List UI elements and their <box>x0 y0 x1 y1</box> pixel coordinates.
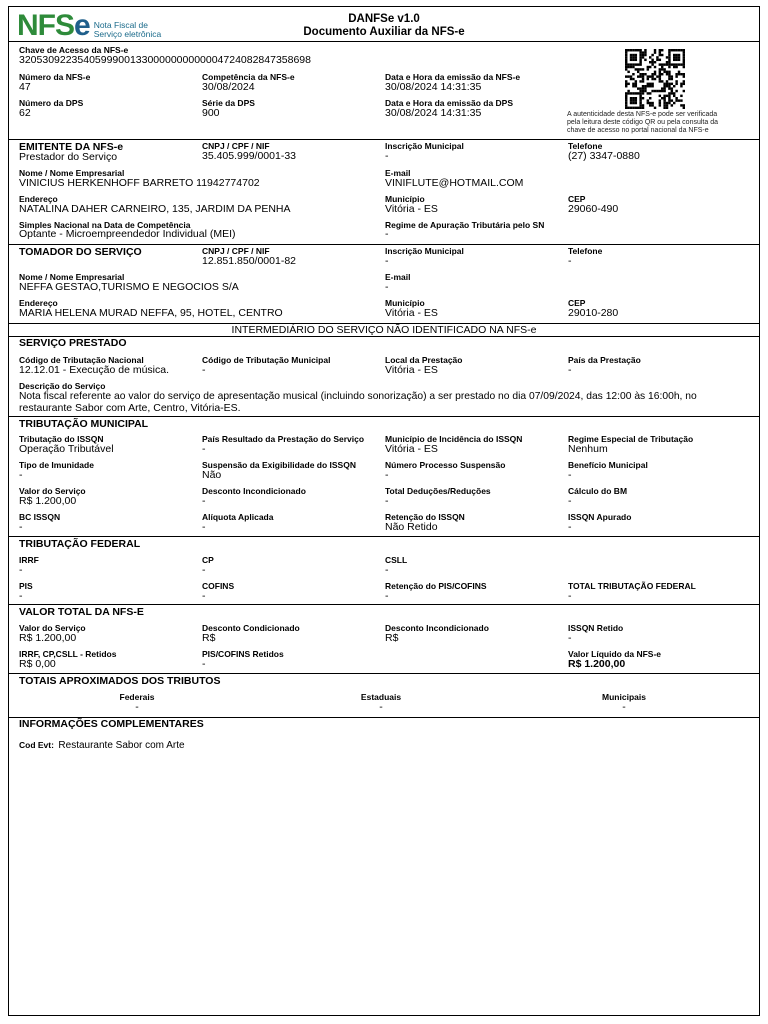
trib-municipal-value: - <box>19 521 23 533</box>
doc-subtitle: Documento Auxiliar da NFS-e <box>303 26 465 38</box>
trib-municipal-value: Vitória - ES <box>385 443 438 455</box>
vt-di-value: R$ <box>385 632 399 644</box>
trib-municipal-label: Alíquota Aplicada <box>202 512 274 522</box>
totais-title: TOTAIS APROXIMADOS DOS TRIBUTOS <box>19 675 221 687</box>
tomador-email-value: - <box>385 281 389 293</box>
trib-municipal-title: TRIBUTAÇÃO MUNICIPAL <box>19 418 149 430</box>
emitente-nome-label: Nome / Nome Empresarial <box>19 168 125 178</box>
vt-liq-value: R$ 1.200,00 <box>568 658 626 670</box>
ret-pis-cofins-value: - <box>385 590 389 602</box>
ret-pis-cofins-label: Retenção do PIS/COFINS <box>385 581 487 591</box>
dps-value: 62 <box>19 107 31 119</box>
trib-municipal-label: BC ISSQN <box>19 512 61 522</box>
cofins-label: COFINS <box>202 581 235 591</box>
tomador-im-label: Inscrição Municipal <box>385 246 464 256</box>
emitente-regime-value: - <box>385 228 389 240</box>
emitente-sn-label: Simples Nacional na Data de Competência <box>19 220 191 230</box>
info-cod-label: Cod Evt: <box>19 740 54 750</box>
cofins-value: - <box>202 590 206 602</box>
servico-desc-label: Descrição do Serviço <box>19 381 106 391</box>
logo-text: NFSe <box>17 9 90 42</box>
emitente-title: EMITENTE DA NFS-e <box>19 141 124 153</box>
emitente-sn-value: Optante - Microempreendedor Individual (MEI) <box>19 228 236 240</box>
emitente-cep-label: CEP <box>568 194 586 204</box>
intermediario-note: INTERMEDIÁRIO DO SERVIÇO NÃO IDENTIFICADO NA NFS-e <box>231 324 537 336</box>
vt-irrf-label: IRRF, CP,CSLL - Retidos <box>19 649 117 659</box>
servico-ctm-value: - <box>202 364 206 376</box>
qr-code-icon <box>625 49 685 109</box>
emitente-subtitle: Prestador do Serviço <box>19 151 118 163</box>
vt-vs-value: R$ 1.200,00 <box>19 632 77 644</box>
trib-municipal-label: Retenção do ISSQN <box>385 512 465 522</box>
trib-municipal-label: Cálculo do BM <box>568 486 628 496</box>
qr-note-3: chave de acesso no portal nacional da NFS-e <box>567 127 709 134</box>
tomador-tel-value: - <box>568 255 572 267</box>
totais-fed-label: Federais <box>119 692 155 702</box>
emissao-value: 30/08/2024 14:31:35 <box>385 81 482 93</box>
trib-municipal-value: Não Retido <box>385 521 438 533</box>
servico-title: SERVIÇO PRESTADO <box>19 337 127 349</box>
vt-dc-value: R$ <box>202 632 216 644</box>
servico-pais-value: - <box>568 364 572 376</box>
tomador-cep-value: 29010-280 <box>568 307 619 319</box>
danfse-document <box>8 6 760 1016</box>
servico-local-value: Vitória - ES <box>385 364 438 376</box>
tomador-mun-value: Vitória - ES <box>385 307 438 319</box>
doc-title: DANFSe v1.0 <box>348 13 420 25</box>
total-trib-federal-label: TOTAL TRIBUTAÇÃO FEDERAL <box>568 581 696 591</box>
vt-pis-value: - <box>202 658 206 670</box>
logo-sub-1: Nota Fiscal de <box>93 20 149 30</box>
emitente-tel-value: (27) 3347-0880 <box>568 150 640 162</box>
trib-municipal-value: - <box>202 521 206 533</box>
servico-ctn-label: Código de Tributação Nacional <box>19 355 144 365</box>
emitente-end-value: NATALINA DAHER CARNEIRO, 135, JARDIM DA PENHA <box>19 203 291 215</box>
emitente-nome-value: VINICIUS HERKENHOFF BARRETO 11942774702 <box>19 177 260 189</box>
pis-label: PIS <box>19 581 33 591</box>
trib-municipal-value: - <box>568 521 572 533</box>
trib-municipal-label: Município de Incidência do ISSQN <box>385 434 523 444</box>
trib-municipal-label: Tipo de Imunidade <box>19 460 94 470</box>
info-cod-value: Restaurante Sabor com Arte <box>58 740 185 751</box>
tomador-im-value: - <box>385 255 389 267</box>
emitente-mun-label: Município <box>385 194 425 204</box>
servico-desc-line-1: Nota fiscal referente ao valor do serviço de apresentação musical (incluindo sonorização) a ser prestado no dia 07/09/2024, das 12:00 às 16:00h, no <box>19 391 697 402</box>
trib-municipal-label: ISSQN Apurado <box>568 512 632 522</box>
vt-vs-label: Valor do Serviço <box>19 623 86 633</box>
emitente-cep-value: 29060-490 <box>568 203 619 215</box>
chave-value: 32053092235405999001330000000000004724082847358698 <box>19 54 311 66</box>
trib-municipal-value: R$ 1.200,00 <box>19 495 77 507</box>
tomador-email-label: E-mail <box>385 272 411 282</box>
emitente-mun-value: Vitória - ES <box>385 203 438 215</box>
trib-municipal-label: País Resultado da Prestação do Serviço <box>202 434 365 444</box>
vt-di-label: Desconto Incondicionado <box>385 623 489 633</box>
irrf-value: - <box>19 564 23 576</box>
servico-desc-line-2: restaurante Sabor com Arte, Centro, Vitória-ES. <box>19 402 241 414</box>
servico-ctn-value: 12.12.01 - Execução de música. <box>19 364 170 376</box>
tomador-mun-label: Município <box>385 298 425 308</box>
trib-municipal-value: - <box>385 469 389 481</box>
totais-fed-value: - <box>135 701 139 713</box>
tomador-title: TOMADOR DO SERVIÇO <box>19 246 142 258</box>
chave-label: Chave de Acesso da NFS-e <box>19 45 129 55</box>
tomador-nome-value: NEFFA GESTAO,TURISMO E NEGOCIOS S/A <box>19 281 239 293</box>
cp-value: - <box>202 564 206 576</box>
competencia-label: Competência da NFS-e <box>202 72 295 82</box>
trib-municipal-label: Tributação do ISSQN <box>19 434 104 444</box>
trib-municipal-label: Valor do Serviço <box>19 486 86 496</box>
vt-dc-label: Desconto Condicionado <box>202 623 300 633</box>
trib-municipal-label: Total Deduções/Reduções <box>385 486 491 496</box>
tomador-cep-label: CEP <box>568 298 586 308</box>
trib-municipal-label: Suspensão da Exigibilidade do ISSQN <box>202 460 356 470</box>
totais-est-label: Estaduais <box>360 692 402 702</box>
emitente-email-value: VINIFLUTE@HOTMAIL.COM <box>385 177 524 189</box>
numero-value: 47 <box>19 81 31 93</box>
nfse-logo <box>17 11 161 41</box>
emitente-tel-label: Telefone <box>568 141 603 151</box>
servico-ctm-label: Código de Tributação Municipal <box>202 355 331 365</box>
irrf-label: IRRF <box>19 555 39 565</box>
qr-note-2: pela leitura deste código QR ou pela consulta da <box>567 119 718 126</box>
trib-municipal-value: Operação Tributável <box>19 443 114 455</box>
emitente-im-value: - <box>385 150 389 162</box>
competencia-value: 30/08/2024 <box>202 81 255 93</box>
serie-label: Série da DPS <box>202 98 255 108</box>
serie-value: 900 <box>202 107 220 119</box>
emitente-cnpj-value: 35.405.999/0001-33 <box>202 150 297 162</box>
valor-total-title: VALOR TOTAL DA NFS-E <box>19 606 144 618</box>
vt-issret-label: ISSQN Retido <box>568 623 624 633</box>
pis-value: - <box>19 590 23 602</box>
qr-note-1: A autenticidade desta NFS-e pode ser verificada <box>567 111 718 118</box>
dps-label: Número da DPS <box>19 98 84 108</box>
totais-mun-label: Municipais <box>602 692 646 702</box>
trib-municipal-value: - <box>202 495 206 507</box>
trib-municipal-value: - <box>568 469 572 481</box>
info-title: INFORMAÇÕES COMPLEMENTARES <box>19 718 204 730</box>
trib-municipal-label: Desconto Incondicionado <box>202 486 306 496</box>
trib-municipal-value: Nenhum <box>568 443 608 455</box>
tomador-end-label: Endereço <box>19 298 58 308</box>
emitente-end-label: Endereço <box>19 194 58 204</box>
emissao-label: Data e Hora da emissão da NFS-e <box>385 72 521 82</box>
trib-municipal-label: Benefício Municipal <box>568 460 648 470</box>
tomador-cnpj-label: CNPJ / CPF / NIF <box>202 246 270 256</box>
numero-label: Número da NFS-e <box>19 72 91 82</box>
trib-municipal-value: - <box>202 443 206 455</box>
emitente-regime-label: Regime de Apuração Tributária pelo SN <box>385 220 545 230</box>
totais-mun-value: - <box>622 701 626 713</box>
vt-liq-label: Valor Líquido da NFS-e <box>568 649 662 659</box>
trib-federal-title: TRIBUTAÇÃO FEDERAL <box>19 538 141 550</box>
emissao-dps-label: Data e Hora da emissão da DPS <box>385 98 514 108</box>
vt-issret-value: - <box>568 632 572 644</box>
tomador-cnpj-value: 12.851.850/0001-82 <box>202 255 297 267</box>
trib-municipal-label: Número Processo Suspensão <box>385 460 506 470</box>
servico-pais-label: País da Prestação <box>568 355 641 365</box>
total-trib-federal-value: - <box>568 590 572 602</box>
info-cod-evt <box>19 735 185 753</box>
cp-label: CP <box>202 555 214 565</box>
emitente-cnpj-label: CNPJ / CPF / NIF <box>202 141 270 151</box>
emitente-email-label: E-mail <box>385 168 411 178</box>
vt-pis-label: PIS/COFINS Retidos <box>202 649 284 659</box>
tomador-tel-label: Telefone <box>568 246 603 256</box>
trib-municipal-value: Não <box>202 469 222 481</box>
csll-label: CSLL <box>385 555 408 565</box>
tomador-end-value: MARIA HELENA MURAD NEFFA, 95, HOTEL, CENTRO <box>19 307 283 319</box>
trib-municipal-value: - <box>385 495 389 507</box>
trib-municipal-value: - <box>568 495 572 507</box>
totais-est-value: - <box>379 701 383 713</box>
tomador-nome-label: Nome / Nome Empresarial <box>19 272 125 282</box>
logo-sub-2: Serviço eletrônica <box>93 29 162 39</box>
servico-local-label: Local da Prestação <box>385 355 463 365</box>
vt-irrf-value: R$ 0,00 <box>19 658 56 670</box>
emissao-dps-value: 30/08/2024 14:31:35 <box>385 107 482 119</box>
trib-municipal-value: - <box>19 469 23 481</box>
emitente-im-label: Inscrição Municipal <box>385 141 464 151</box>
csll-value: - <box>385 564 389 576</box>
trib-municipal-label: Regime Especial de Tributação <box>568 434 694 444</box>
